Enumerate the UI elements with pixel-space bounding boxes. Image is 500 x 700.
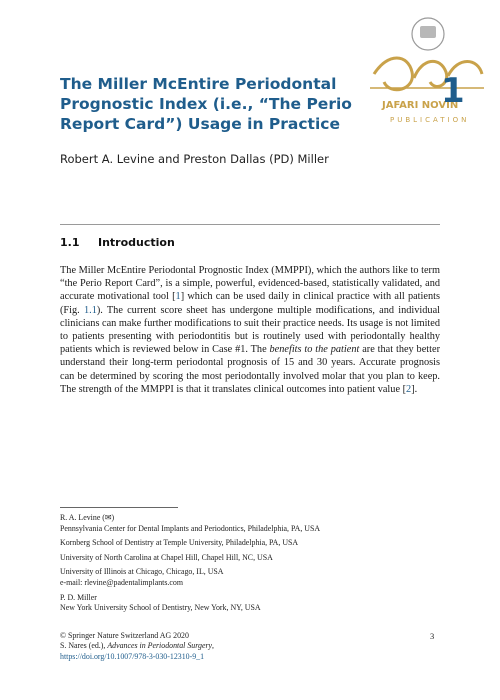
body-paragraph [60,264,440,396]
affiliations [60,513,460,618]
section-heading [60,236,175,249]
watermark-name: JAFARI NOVIN [382,100,459,111]
affiliation-levine [60,513,460,534]
figure-link-1-1[interactable]: 1.1 [83,304,97,316]
affiliation-text: Pennsylvania Center for Dental Implants and Periodontics, Philadelphia, PA, USA [60,523,321,533]
affiliation-text: University of North Carolina at Chapel Hill, Chapel Hill, NC, USA [60,552,273,562]
author-name: R. A. Levine (✉) [60,513,115,522]
book-suffix: , [212,641,215,651]
body-text-segment: The Miller McEntire Periodontal Prognostic Index (MMPPI), which the authors like to term “the Perio Report Card”, is a simple, powerful, evidenced-based, statistically validated, and accurate motivational tool [ [60,265,440,303]
affiliation-text: New York University School of Dentistry, New York, NY, USA [60,603,261,613]
author-name: P. D. Miller [60,592,97,602]
affiliation-unc [60,553,460,564]
copyright-line: © Springer Nature Switzerland AG 2020 [60,631,189,640]
section-title: Introduction [98,236,175,249]
author-list: Robert A. Levine and Preston Dallas (PD) Miller [60,152,329,166]
book-title: Advances in Periodontal Surgery [107,641,213,651]
page-number: 3 [430,631,435,641]
citation-link-1[interactable]: 1 [175,291,181,303]
editor-text: S. Nares (ed.), [60,641,108,651]
section-rule [60,224,440,225]
affiliation-text: University of Illinois at Chicago, Chicago, IL, USA [60,567,224,577]
body-text-segment: ] which can be used daily in clinical practice with all patients (Fig. [60,291,440,316]
affiliation-text: Kornberg School of Dentistry at Temple University, Philadelphia, PA, USA [60,538,299,548]
publication-info [60,631,440,662]
chapter-title: The Miller McEntire Periodontal Prognostic Index (i.e., “The Perio Report Card”) Usage in Practice [60,75,352,133]
body-text-segment: are that they better understand their long-term periodontal prognosis of 15 and 30 years. Accurate prognosis can be determined by scoring the most periodontally involved molar that you plan to keep. The strength of the MMPPI is that it translates clinical outcomes into patient value [ [60,344,441,395]
doi-link[interactable]: https://doi.org/10.1007/978-3-030-12310-9_1 [60,651,205,661]
watermark-sub: PUBLICATION [390,116,470,124]
section-number: 1.1 [60,236,80,249]
body-text-segment: ]. [411,383,418,395]
author-email[interactable]: e-mail: rlevine@padentalimplants.com [60,577,183,587]
affiliation-miller [60,593,460,614]
affiliation-temple [60,538,460,549]
chapter-number: 1 [441,71,465,111]
footnote-rule [60,507,178,508]
body-text-segment: ). The current score sheet has undergone multiple modifications, and individual clinicians can make further modifications to suit their practice needs. Its usage is not limited to patients presenting with periodontitis but is routinely used with periodontally healthy patients which is reviewed below in Case #1. The [60,304,441,356]
affiliation-uic [60,567,460,588]
citation-link-2[interactable]: 2 [406,383,412,395]
citation-line [60,641,440,651]
emphasis-text: benefits to the patient [269,344,360,356]
